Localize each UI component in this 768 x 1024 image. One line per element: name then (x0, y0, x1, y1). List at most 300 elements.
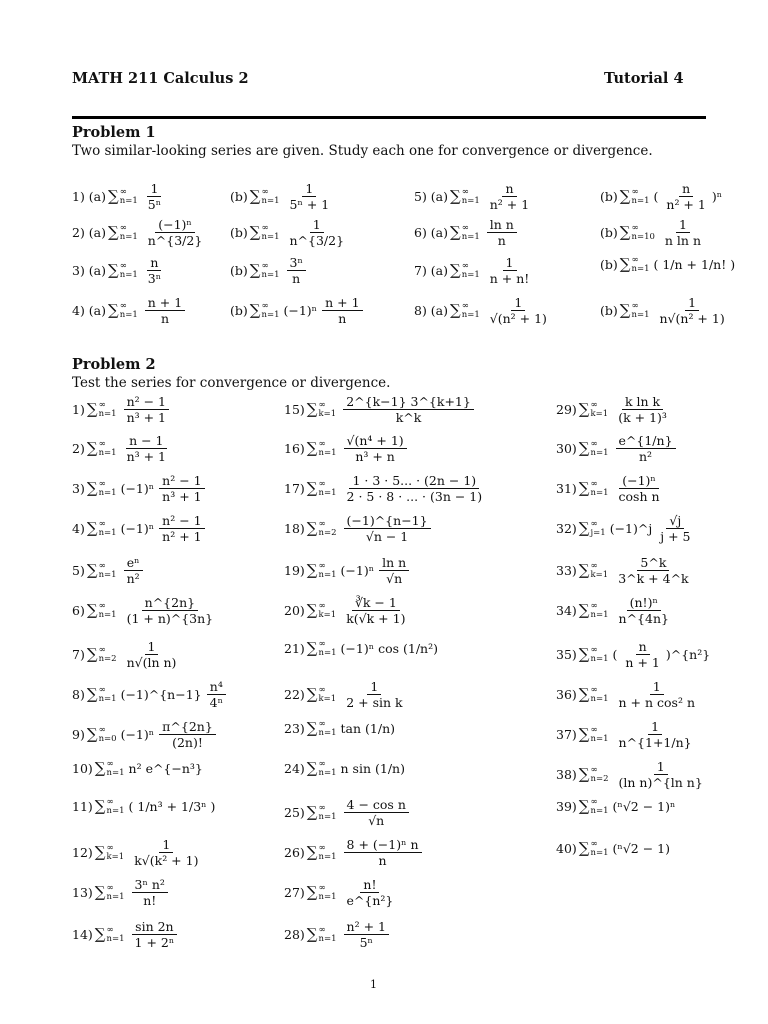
upper-limit: ∞ (631, 187, 639, 198)
numerator: 1 (302, 182, 316, 197)
fraction (662, 218, 704, 247)
item-label: 8) (a) (414, 303, 449, 319)
fraction (145, 256, 164, 285)
term-prefix: n² e^{−n³} (128, 760, 203, 776)
denominator: 1 + 2ⁿ (134, 935, 175, 951)
summation (579, 440, 609, 457)
sigma-symbol: ∑ (578, 438, 590, 457)
summation-limits (120, 224, 138, 241)
summation (250, 302, 280, 319)
lower-limit: n=1 (318, 851, 337, 862)
lower-limit: n=1 (318, 569, 337, 580)
numerator: n + 1 (322, 296, 362, 311)
item-label: 1) (72, 402, 85, 418)
lower-limit: n=1 (318, 933, 337, 944)
sigma-symbol: ∑ (578, 518, 590, 537)
series-item (556, 680, 701, 709)
term-prefix: (−1)ⁿ (120, 727, 155, 743)
sigma-symbol: ∑ (578, 399, 590, 418)
summation (87, 726, 117, 743)
series-item (284, 514, 434, 543)
summation (87, 480, 117, 497)
item-label: (b) (600, 189, 618, 205)
term-prefix: (−1)ⁿ (120, 521, 155, 537)
summation (307, 640, 337, 657)
lower-limit: n=1 (461, 269, 480, 280)
fraction (615, 395, 670, 424)
denominator: 2 · 5 · 8 · ... · (3n − 1) (346, 489, 483, 505)
item-label: 2) (72, 441, 85, 457)
numerator: n² − 1 (159, 514, 204, 529)
summation-limits (319, 480, 337, 497)
sigma-symbol: ∑ (578, 600, 590, 619)
problem-2-description: Test the series for convergence or divergence. (72, 375, 391, 391)
upper-limit: ∞ (590, 645, 598, 656)
summation (579, 840, 609, 857)
sigma-symbol: ∑ (86, 644, 98, 663)
upper-limit: ∞ (590, 601, 598, 612)
numerator: (−1)^{n−1} (344, 514, 431, 529)
denominator: n^{3/2} (289, 233, 345, 249)
sigma-symbol: ∑ (578, 560, 590, 579)
sigma-symbol: ∑ (86, 399, 98, 418)
lower-limit: n=1 (98, 569, 117, 580)
summation-limits (107, 844, 125, 861)
summation-limits (120, 262, 138, 279)
denominator: n³ + n (355, 449, 395, 465)
sigma-symbol: ∑ (94, 758, 106, 777)
numerator: k ln k (622, 395, 663, 410)
sigma-symbol: ∑ (94, 796, 106, 815)
item-label: 22) (284, 687, 305, 703)
numerator: 3ⁿ (287, 256, 306, 271)
summation-limits (261, 262, 279, 279)
lower-limit: n=1 (631, 263, 650, 274)
lower-limit: n=1 (590, 847, 609, 858)
item-label: (b) (600, 256, 618, 272)
denominator: n (292, 271, 301, 287)
item-label: 32) (556, 521, 577, 537)
numerator: n^{2n} (142, 596, 198, 611)
numerator: n! (360, 878, 379, 893)
upper-limit: ∞ (590, 519, 598, 530)
item-label: 2) (a) (72, 225, 107, 241)
summation-limits (631, 256, 649, 273)
series-item (556, 514, 696, 543)
series-item (72, 182, 167, 211)
upper-limit: ∞ (119, 187, 127, 198)
item-label: 37) (556, 727, 577, 743)
numerator: 1 (654, 760, 668, 775)
summation-limits (319, 440, 337, 457)
summation (307, 602, 336, 619)
fraction (132, 920, 178, 949)
upper-limit: ∞ (318, 759, 326, 769)
lower-limit: n=1 (318, 891, 337, 902)
numerator: 1 · 3 · 5... · (2n − 1) (349, 474, 479, 489)
upper-limit: ∞ (318, 601, 326, 612)
upper-limit: ∞ (590, 439, 598, 450)
sigma-symbol: ∑ (450, 260, 461, 279)
summation (579, 520, 606, 537)
fraction (616, 680, 698, 709)
summation (307, 480, 337, 497)
item-label: 1) (a) (72, 189, 107, 205)
sigma-symbol: ∑ (306, 478, 318, 497)
numerator: (−1)ⁿ (155, 218, 195, 233)
lower-limit: n=1 (106, 933, 125, 944)
summation-limits (591, 440, 609, 457)
upper-limit: ∞ (106, 925, 114, 936)
lower-limit: n=1 (261, 269, 280, 280)
denominator: n³ + 1 (126, 410, 167, 426)
denominator: n√(n² + 1) (659, 311, 725, 327)
tutorial-label: Tutorial 4 (604, 70, 684, 87)
sigma-symbol: ∑ (94, 842, 106, 861)
summation (620, 256, 650, 273)
denominator: n (338, 311, 347, 327)
fraction (159, 720, 216, 749)
upper-limit: ∞ (590, 725, 598, 736)
item-label: 3) (72, 481, 85, 497)
summation-limits (99, 602, 117, 619)
sigma-symbol: ∑ (94, 882, 106, 901)
item-label: (b) (230, 263, 248, 279)
denominator: n√(ln n) (126, 655, 177, 671)
summation-limits (99, 562, 117, 579)
lower-limit: n=1 (461, 195, 480, 206)
denominator: n² + 1 (666, 197, 706, 213)
summation (95, 926, 125, 943)
summation-limits (99, 686, 117, 703)
item-label: 3) (a) (72, 263, 107, 279)
sigma-symbol: ∑ (306, 638, 318, 657)
denominator: 2 + sin k (346, 695, 403, 711)
summation (450, 262, 480, 279)
term-prefix: (−1)ⁿ (120, 481, 155, 497)
item-label: (b) (230, 225, 248, 241)
fraction (616, 474, 663, 503)
upper-limit: ∞ (318, 561, 326, 572)
fraction (616, 760, 706, 789)
lower-limit: n=0 (98, 733, 117, 744)
summation (108, 262, 138, 279)
series-item (72, 395, 172, 424)
item-label: 14) (72, 927, 93, 943)
series-item (556, 395, 673, 424)
summation-limits (99, 440, 117, 457)
denominator: k(√k + 1) (346, 611, 406, 627)
item-label: 21) (284, 640, 305, 656)
series-item (556, 798, 677, 815)
series-item (414, 296, 553, 325)
summation (307, 844, 337, 861)
summation (250, 224, 280, 241)
item-label: 19) (284, 563, 305, 579)
upper-limit: ∞ (590, 839, 598, 849)
sigma-symbol: ∑ (94, 924, 106, 943)
summation-limits (319, 804, 337, 821)
item-label: 30) (556, 441, 577, 457)
sigma-symbol: ∑ (306, 518, 318, 537)
summation-limits (99, 520, 117, 537)
lower-limit: n=1 (590, 733, 609, 744)
numerator: 1 (147, 182, 161, 197)
denominator: n + n! (489, 271, 530, 287)
sigma-symbol: ∑ (578, 724, 590, 743)
upper-limit: ∞ (461, 301, 469, 312)
upper-limit: ∞ (318, 925, 326, 936)
fraction (615, 556, 691, 585)
upper-limit: ∞ (631, 223, 639, 234)
item-label: 8) (72, 687, 85, 703)
sigma-symbol: ∑ (108, 222, 119, 241)
lower-limit: k=1 (318, 609, 337, 620)
numerator: (n!)ⁿ (627, 596, 661, 611)
series-item (72, 680, 229, 709)
term-prefix: tan (1/n) (340, 720, 395, 736)
fraction (159, 514, 204, 543)
summation (450, 188, 480, 205)
denominator: 5ⁿ (359, 935, 373, 951)
numerator: n − 1 (126, 434, 166, 449)
upper-limit: ∞ (98, 479, 106, 490)
course-title: MATH 211 Calculus 2 (72, 70, 249, 87)
summation-limits (319, 562, 337, 579)
upper-limit: ∞ (261, 261, 269, 272)
denominator: 4ⁿ (209, 695, 223, 711)
summation-limits (462, 302, 480, 319)
denominator: n² + 1 (489, 197, 530, 213)
fraction (343, 596, 408, 625)
numerator: n² + 1 (344, 920, 389, 935)
summation (108, 188, 138, 205)
term-suffix: )^{n²} (665, 647, 711, 663)
denominator: (ln n)^{ln n} (618, 775, 703, 791)
denominator: 5ⁿ (147, 197, 162, 213)
denominator: (1 + n)^{3n} (126, 611, 214, 627)
denominator: n + n cos² n (618, 695, 696, 711)
sigma-symbol: ∑ (306, 882, 318, 901)
item-label: 40) (556, 840, 577, 856)
sigma-symbol: ∑ (86, 600, 98, 619)
summation (620, 302, 650, 319)
summation-limits (591, 766, 609, 783)
denominator: n (497, 233, 506, 249)
summation (579, 726, 609, 743)
upper-limit: ∞ (590, 400, 598, 411)
upper-limit: ∞ (119, 261, 127, 272)
item-label: 20) (284, 603, 305, 619)
series-item (414, 218, 520, 247)
summation (87, 440, 117, 457)
denominator: 3^k + 4^k (618, 571, 689, 587)
lower-limit: n=1 (318, 487, 337, 498)
numerator: n² − 1 (124, 395, 169, 410)
summation-limits (107, 884, 125, 901)
term-suffix: )ⁿ (711, 189, 723, 205)
problem-1-title: Problem 1 (72, 124, 156, 141)
fraction (616, 596, 672, 625)
item-label: 27) (284, 885, 305, 901)
fraction (379, 556, 409, 585)
fraction (487, 256, 533, 285)
series-item (556, 434, 679, 463)
series-item (284, 395, 477, 424)
lower-limit: n=1 (98, 527, 117, 538)
summation-limits (319, 401, 337, 418)
summation (620, 188, 650, 205)
summation (307, 401, 336, 418)
item-label: 12) (72, 845, 93, 861)
item-label: 25) (284, 805, 305, 821)
upper-limit: ∞ (318, 479, 326, 490)
summation-limits (99, 401, 117, 418)
upper-limit: ∞ (98, 601, 106, 612)
summation-limits (319, 640, 337, 657)
term-prefix: ( 1/n³ + 1/3ⁿ ) (128, 798, 216, 814)
denominator: (k + 1)³ (618, 410, 667, 426)
denominator: √(n² + 1) (489, 311, 547, 327)
lower-limit: n=1 (590, 609, 609, 620)
item-label: 9) (72, 727, 85, 743)
fraction (145, 296, 185, 325)
sigma-symbol: ∑ (249, 300, 261, 319)
summation (307, 520, 337, 537)
numerator: 1 (310, 218, 324, 233)
lower-limit: n=1 (590, 693, 609, 704)
upper-limit: ∞ (590, 561, 598, 572)
numerator: π^{2n} (159, 720, 216, 735)
summation (307, 440, 337, 457)
sigma-symbol: ∑ (108, 186, 119, 205)
item-label: 6) (a) (414, 225, 449, 241)
item-label: 28) (284, 927, 305, 943)
item-label: 7) (72, 647, 85, 663)
numerator: ∛k − 1 (352, 596, 400, 611)
summation (87, 686, 117, 703)
sigma-symbol: ∑ (578, 764, 590, 783)
denominator: n^{4n} (618, 611, 669, 627)
denominator: n² + 1 (162, 529, 202, 545)
series-item (230, 296, 366, 325)
sigma-symbol: ∑ (306, 924, 318, 943)
summation (307, 884, 337, 901)
sigma-symbol: ∑ (249, 260, 261, 279)
series-item (556, 720, 698, 749)
denominator: n² (126, 571, 140, 587)
summation-limits (319, 520, 337, 537)
numerator: n (679, 182, 693, 197)
numerator: 5^k (637, 556, 669, 571)
fraction (344, 434, 407, 463)
term-prefix: (−1)^{n−1} (120, 687, 202, 703)
sigma-symbol: ∑ (86, 518, 98, 537)
sigma-symbol: ∑ (306, 802, 318, 821)
summation-limits (591, 798, 609, 815)
summation (620, 224, 655, 241)
item-label: 26) (284, 845, 305, 861)
upper-limit: ∞ (106, 797, 114, 807)
lower-limit: n=1 (119, 269, 138, 280)
lower-limit: n=1 (106, 891, 125, 902)
fraction (344, 838, 422, 867)
item-label: 10) (72, 760, 93, 776)
fraction (663, 182, 708, 211)
summation (579, 798, 609, 815)
summation (250, 188, 280, 205)
numerator: eⁿ (124, 556, 143, 571)
item-label: 15) (284, 402, 305, 418)
problem-2-title: Problem 2 (72, 356, 156, 373)
lower-limit: k=1 (590, 408, 609, 419)
item-label: 34) (556, 603, 577, 619)
fraction (132, 878, 168, 907)
upper-limit: ∞ (318, 400, 326, 411)
item-label: 24) (284, 760, 305, 776)
lower-limit: k=1 (318, 693, 337, 704)
series-item (284, 680, 409, 709)
series-item (556, 556, 695, 585)
sigma-symbol: ∑ (306, 842, 318, 861)
summation-limits (107, 926, 125, 943)
lower-limit: n=1 (590, 653, 609, 664)
summation-limits (319, 720, 337, 737)
lower-limit: n=1 (631, 195, 650, 206)
summation-limits (591, 840, 609, 857)
upper-limit: ∞ (590, 685, 598, 696)
item-label: 29) (556, 402, 577, 418)
fraction (657, 514, 693, 543)
denominator: k√(k² + 1) (134, 853, 199, 869)
upper-limit: ∞ (98, 400, 106, 411)
lower-limit: k=1 (590, 569, 609, 580)
lower-limit: n=2 (590, 773, 609, 784)
sigma-symbol: ∑ (306, 684, 318, 703)
numerator: n + 1 (145, 296, 185, 311)
term-prefix: ( 1/n + 1/n! ) (653, 256, 736, 272)
summation-limits (261, 188, 279, 205)
summation-limits (462, 262, 480, 279)
upper-limit: ∞ (461, 187, 469, 198)
sigma-symbol: ∑ (306, 600, 318, 619)
term-prefix: (−1)^j (609, 521, 653, 537)
summation (307, 804, 337, 821)
series-item (556, 474, 666, 503)
summation (87, 401, 117, 418)
numerator: ln n (379, 556, 409, 571)
series-item (284, 474, 488, 503)
summation (450, 302, 480, 319)
summation-limits (261, 302, 279, 319)
denominator: n (160, 311, 169, 327)
fraction (343, 680, 405, 709)
sigma-symbol: ∑ (578, 796, 590, 815)
numerator: 4 − cos n (344, 798, 409, 813)
sigma-symbol: ∑ (86, 684, 98, 703)
term-prefix: ( (653, 189, 659, 205)
fraction (343, 395, 474, 424)
sigma-symbol: ∑ (306, 758, 318, 777)
item-label: 16) (284, 441, 305, 457)
sigma-symbol: ∑ (306, 399, 318, 418)
fraction (287, 256, 306, 285)
item-label: 38) (556, 767, 577, 783)
summation-limits (591, 726, 609, 743)
numerator: 3ⁿ n² (132, 878, 168, 893)
sigma-symbol: ∑ (578, 838, 590, 857)
denominator: (2n)! (172, 735, 203, 751)
